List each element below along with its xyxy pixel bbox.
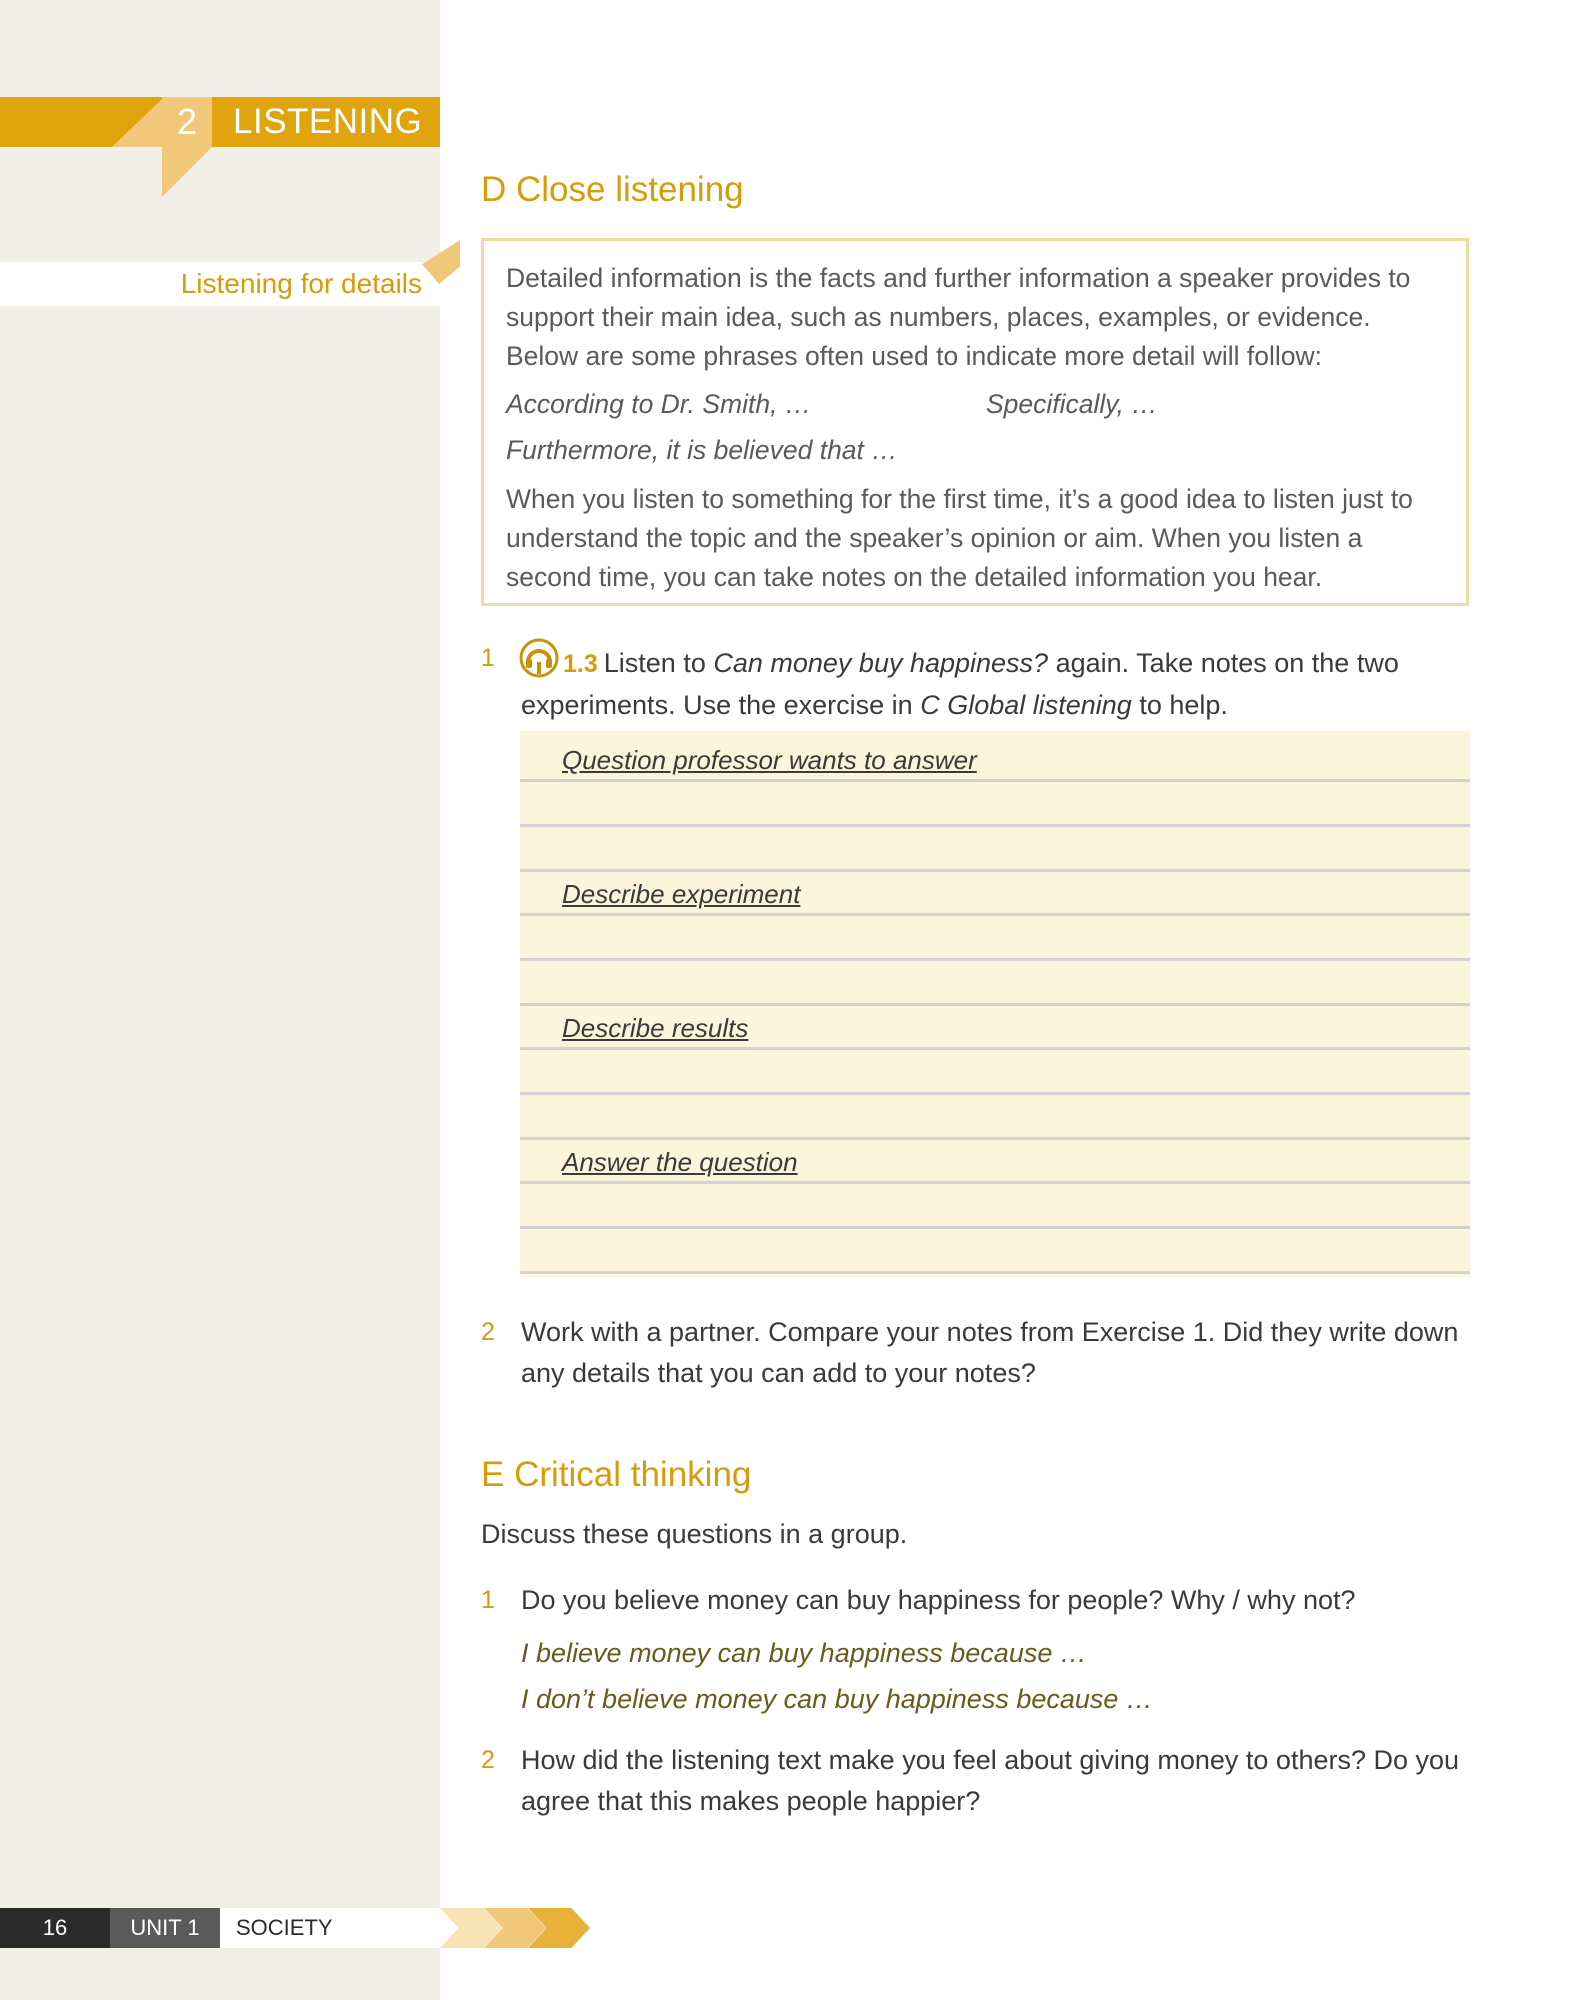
phrase-row [506, 381, 1446, 427]
group-instruction: Discuss these questions in a group. [481, 1519, 908, 1549]
phrase-list [506, 381, 1446, 473]
audio-icon[interactable] [519, 638, 559, 678]
note-label: Answer the question [562, 1147, 798, 1177]
note-line [520, 824, 1470, 827]
note-label: Describe experiment [562, 879, 801, 909]
page-number: 16 [0, 1908, 110, 1948]
section-tab-decoration [112, 97, 164, 147]
note-line [520, 1047, 1470, 1050]
question-1-number: 1 [481, 1586, 495, 1614]
heading-close-listening: D Close listening [481, 170, 744, 209]
phrase-according: According to Dr. Smith, … [506, 389, 812, 419]
section-title: LISTENING [233, 102, 423, 141]
info-outro: When you listen to something for the first time, it’s a good idea to listen just to understand the topic and the speaker’s opinion or aim. When you listen a second time, you can take notes on the detailed information you hear. [506, 484, 1413, 592]
question-1-text: Do you believe money can buy happiness for people? Why / why not? [521, 1585, 1356, 1615]
note-line [520, 1137, 1470, 1140]
exercise-2-text: Work with a partner. Compare your notes from Exercise 1. Did they write down any details that you can add to your notes? [521, 1317, 1459, 1388]
note-label: Describe results [562, 1013, 749, 1043]
info-intro: Detailed information is the facts and further information a speaker provides to support their main idea, such as numbers, places, examples, or evidence. Below are some phrases often used to indicate more detail will follow: [506, 263, 1411, 371]
audio-track-number: 1.3 [563, 650, 598, 678]
exercise-2-number: 2 [481, 1318, 495, 1346]
instruction-text: again. Take notes on the two experiments. Use the exercise in [521, 648, 1399, 720]
sentence-starter: I don’t believe money can buy happiness because … [521, 1684, 1153, 1714]
exercise-1-instruction [521, 638, 1471, 726]
note-line [520, 779, 1470, 782]
skill-label: Listening for details [180, 268, 422, 299]
exercise-1-number: 1 [481, 644, 495, 672]
unit-label: UNIT 1 [110, 1908, 220, 1948]
note-line [520, 1003, 1470, 1006]
note-line [520, 958, 1470, 961]
phrase-furthermore: Furthermore, it is believed that … [506, 435, 898, 465]
notes-area[interactable] [520, 731, 1470, 1277]
sentence-starter: I believe money can buy happiness because … [521, 1638, 1087, 1668]
note-line [520, 869, 1470, 872]
note-label: Question professor wants to answer [562, 745, 977, 775]
section-number: 2 [176, 101, 198, 142]
phrase-row [506, 427, 1446, 473]
heading-critical-thinking: E Critical thinking [481, 1455, 752, 1494]
note-line [520, 1181, 1470, 1184]
question-2-number: 2 [481, 1746, 495, 1774]
note-line [520, 1271, 1470, 1274]
audio-title: Can money buy happiness? [713, 648, 1049, 678]
note-line [520, 1092, 1470, 1095]
note-line [520, 913, 1470, 916]
instruction-text: Listen to [603, 648, 706, 678]
note-line [520, 1226, 1470, 1229]
question-2-text: How did the listening text make you feel about giving money to others? Do you agree that this makes people happier? [521, 1745, 1460, 1816]
exercise-reference: C Global listening [920, 690, 1132, 720]
topic-label: SOCIETY [220, 1908, 440, 1948]
phrase-specifically: Specifically, … [986, 389, 1158, 419]
instruction-text: to help. [1139, 690, 1228, 720]
info-box [481, 238, 1469, 606]
